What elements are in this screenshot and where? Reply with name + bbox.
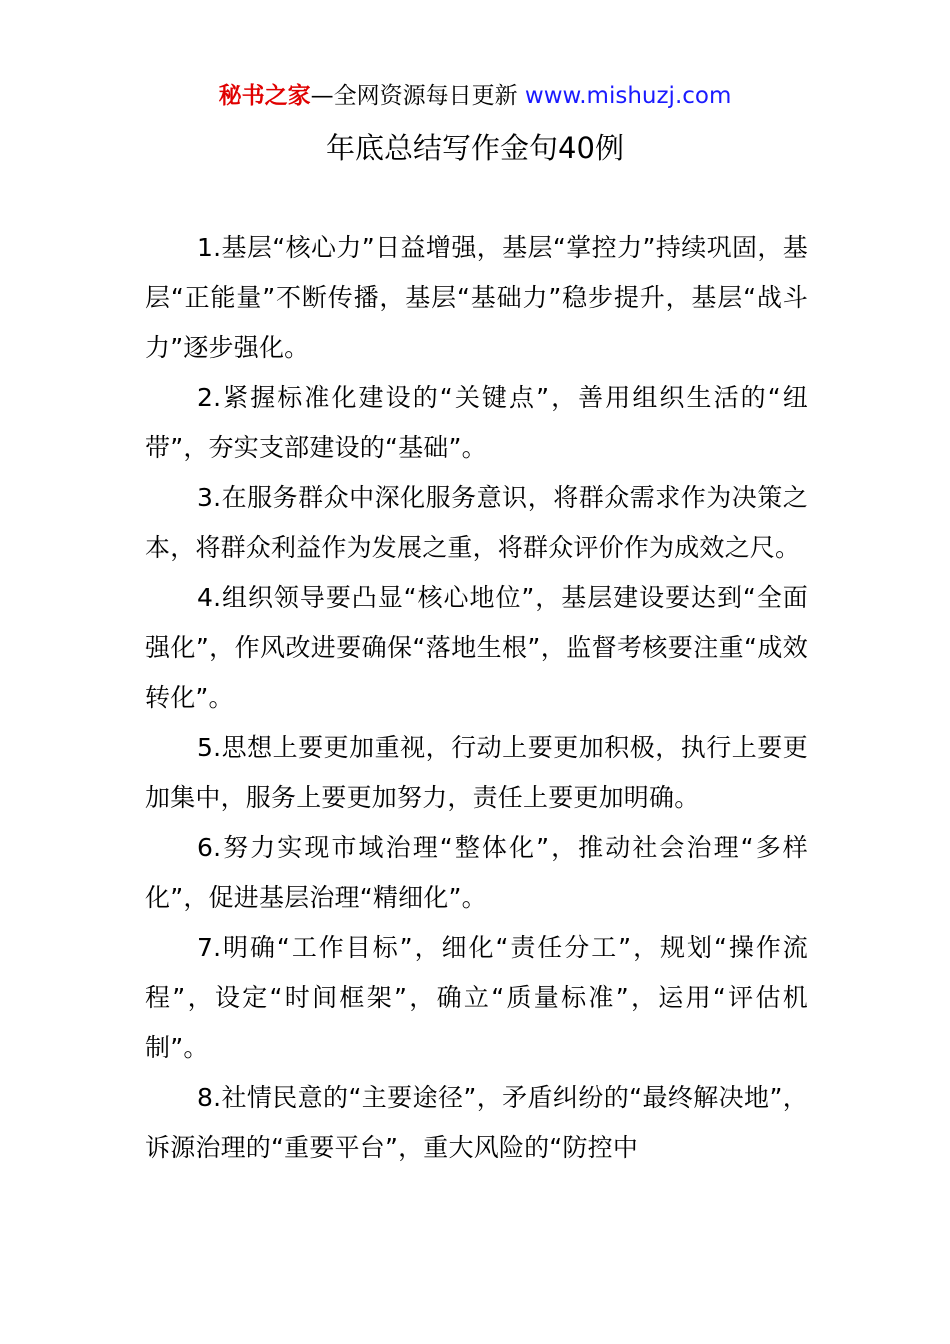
paragraph: 5.思想上要更加重视，行动上要更加积极，执行上要更加集中，服务上要更加努力，责任上要更加明确。 <box>145 733 808 812</box>
paragraph: 2.紧握标准化建设的“关键点”，善用组织生活的“纽带”，夯实支部建设的“基础”。 <box>145 383 808 462</box>
document-title: 年底总结写作金句40例 <box>326 131 624 165</box>
site-url-link[interactable]: www.mishuzj.com <box>524 83 732 109</box>
paragraph: 3.在服务群众中深化服务意识，将群众需求作为决策之本，将群众利益作为发展之重，将群众评价作为成效之尺。 <box>145 483 808 562</box>
header-tagline: —全网资源每日更新 <box>310 83 525 109</box>
paragraph: 6.努力实现市域治理“整体化”，推动社会治理“多样化”，促进基层治理“精细化”。 <box>145 833 808 912</box>
document-body <box>145 223 808 1173</box>
brand-name: 秘书之家 <box>218 83 311 109</box>
site-header <box>0 80 950 112</box>
paragraph: 1.基层“核心力”日益增强，基层“掌控力”持续巩固，基层“正能量”不断传播，基层“基础力”稳步提升，基层“战斗力”逐步强化。 <box>145 233 808 362</box>
paragraph: 7.明确“工作目标”，细化“责任分工”，规划“操作流程”，设定“时间框架”，确立“质量标准”，运用“评估机制”。 <box>145 933 808 1062</box>
paragraph: 4.组织领导要凸显“核心地位”，基层建设要达到“全面强化”，作风改进要确保“落地生根”，监督考核要注重“成效转化”。 <box>145 583 808 712</box>
paragraph: 8.社情民意的“主要途径”，矛盾纠纷的“最终解决地”，诉源治理的“重要平台”，重大风险的“防控中 <box>145 1083 808 1162</box>
